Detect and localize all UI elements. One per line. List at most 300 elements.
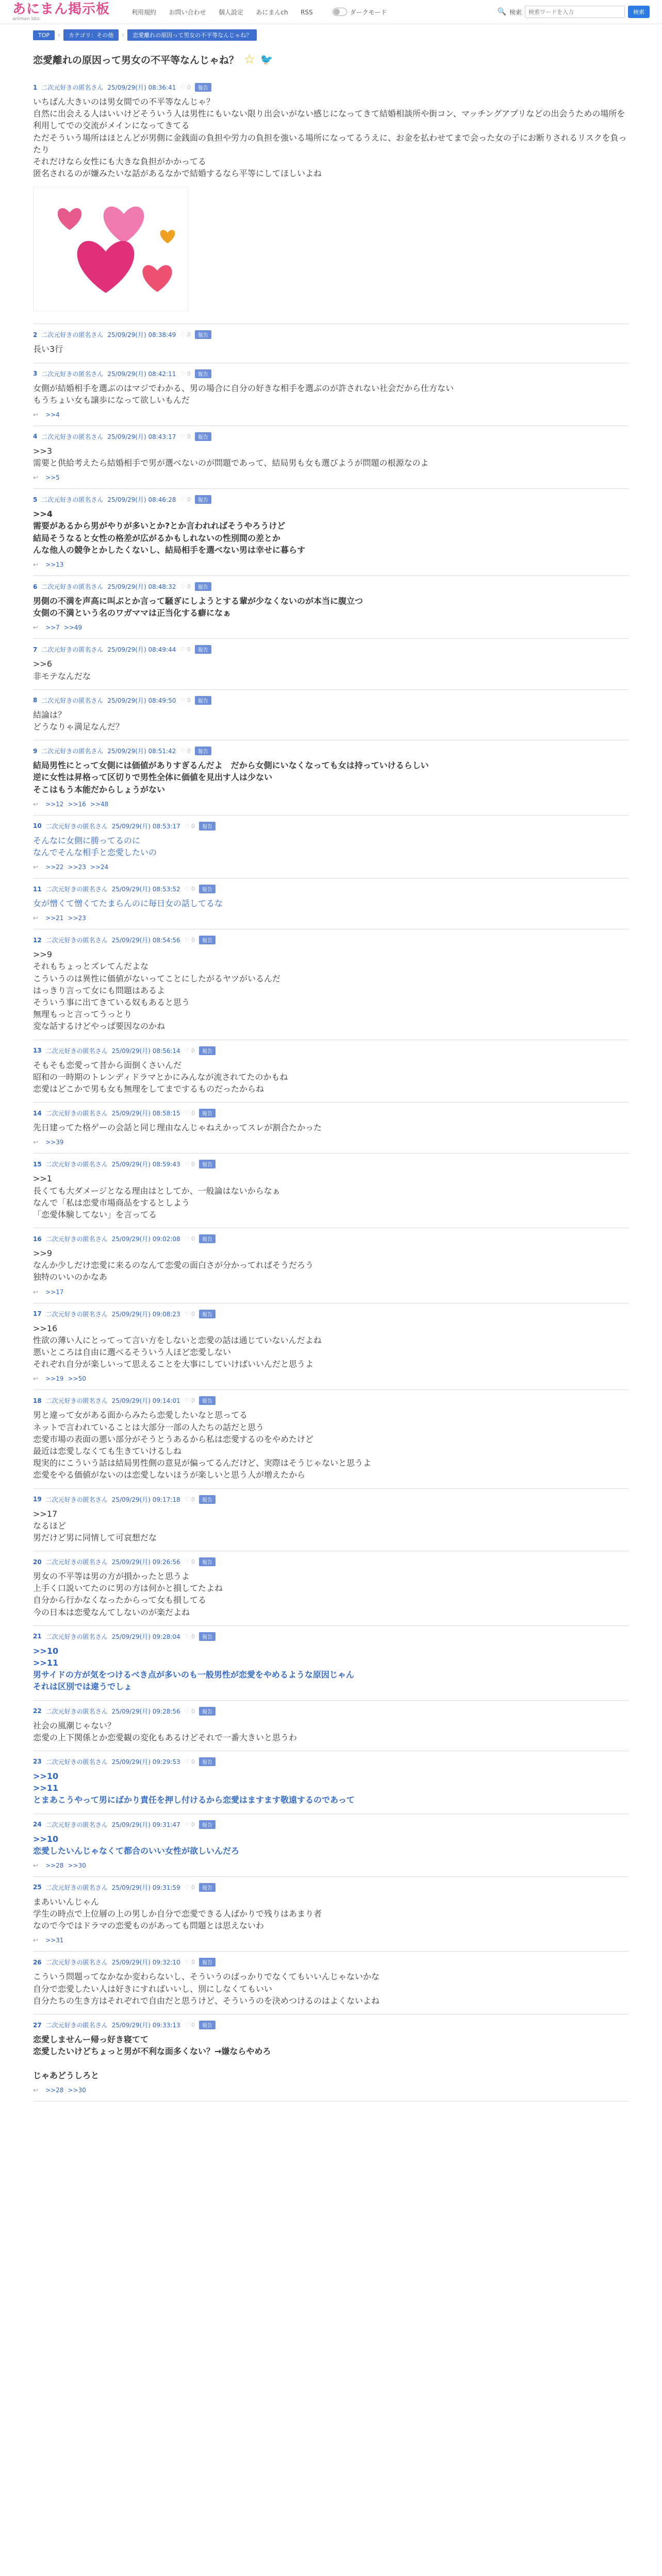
post-body: 結論は？ どうなりゃ満足なんだ？: [33, 709, 124, 732]
post-author: 二次元好きの匿名さん: [41, 496, 104, 504]
post-author: 二次元好きの匿名さん: [41, 84, 104, 91]
reply-links: [33, 1375, 629, 1382]
post-item: [33, 690, 629, 740]
post-number[interactable]: 26: [33, 1958, 42, 1966]
post-number[interactable]: 21: [33, 1633, 42, 1640]
post-meta: [33, 582, 629, 591]
reply-links: [33, 1139, 629, 1146]
reply-icon: ↩: [33, 800, 39, 808]
post-meta: [33, 1883, 629, 1892]
search-icon: 🔍: [497, 8, 506, 16]
reply-icon: ↩: [33, 411, 39, 418]
post-number[interactable]: 17: [33, 1310, 42, 1318]
post-date: 25/09/29(月) 09:32:10: [111, 1959, 180, 1967]
reply-link[interactable]: >>49: [63, 624, 82, 632]
reply-link[interactable]: >>50: [68, 1375, 86, 1383]
post-author: 二次元好きの匿名さん: [45, 822, 108, 830]
like-icon[interactable]: ♡ 0: [184, 822, 195, 829]
post-number[interactable]: 22: [33, 1707, 42, 1715]
post-date: 25/09/29(月) 09:08:23: [111, 1310, 180, 1318]
reply-link[interactable]: >>23: [68, 914, 86, 922]
reply-link[interactable]: >>5: [45, 474, 60, 482]
post-date: 25/09/29(月) 09:28:04: [111, 1633, 180, 1640]
post-date: 25/09/29(月) 08:54:56: [111, 937, 180, 944]
like-icon[interactable]: ♡ 0: [184, 1496, 195, 1503]
reply-icon: ↩: [33, 2086, 39, 2094]
reply-link[interactable]: >>12: [45, 800, 64, 808]
report-button[interactable]: 報告: [195, 330, 211, 339]
like-icon[interactable]: ♡ 0: [184, 1758, 195, 1765]
post-item: [33, 489, 629, 576]
nav-animanch[interactable]: あにまんch: [256, 8, 288, 16]
post-number[interactable]: 7: [33, 646, 38, 653]
like-icon[interactable]: ♡ 0: [184, 1707, 195, 1715]
report-button[interactable]: 報告: [195, 495, 211, 504]
reply-link[interactable]: >>22: [45, 863, 64, 871]
post-author: 二次元好きの匿名さん: [41, 370, 104, 378]
reply-link[interactable]: >>4: [45, 411, 60, 418]
post-number[interactable]: 12: [33, 936, 42, 944]
post-body: >>1 長くても大ダメージとなる理由はとしてか、一般論はないからなぁ なんで「私は恋愛市場商品をするとしよう 「恋愛体験してない」を言ってる: [33, 1174, 280, 1219]
post-number[interactable]: 24: [33, 1821, 42, 1828]
post-number[interactable]: 18: [33, 1397, 42, 1404]
post-date: 25/09/29(月) 08:42:11: [107, 370, 176, 378]
reply-links: [33, 863, 629, 871]
report-button[interactable]: 報告: [199, 1883, 216, 1892]
post-number[interactable]: 4: [33, 433, 38, 440]
report-button[interactable]: 報告: [199, 822, 216, 831]
post-item: [33, 878, 629, 929]
post-date: 25/09/29(月) 09:31:47: [111, 1821, 180, 1828]
post-number[interactable]: 19: [33, 1496, 42, 1503]
reply-link[interactable]: >>16: [68, 800, 86, 808]
reply-icon: ↩: [33, 1288, 39, 1296]
like-icon[interactable]: ♡ 0: [184, 1959, 195, 1966]
post-author: 二次元好きの匿名さん: [45, 1884, 108, 1891]
chevron-right-icon: ›: [122, 31, 125, 39]
post-author: 二次元好きの匿名さん: [45, 1110, 108, 1117]
post-meta: [33, 696, 629, 705]
post-author: 二次元好きの匿名さん: [45, 1310, 108, 1318]
reply-links: [33, 561, 629, 568]
nav-rss[interactable]: RSS: [301, 8, 313, 16]
post-author: 二次元好きの匿名さん: [45, 886, 108, 893]
reply-links: [33, 411, 629, 418]
dark-mode-label: ダークモード: [350, 8, 387, 16]
reply-link[interactable]: >>7: [45, 624, 60, 632]
post-item: [33, 740, 629, 816]
post-body: 先日建ってた格ゲーの会話と同じ理由なんじゃねえかってスレが割合たかった: [33, 1123, 322, 1133]
twitter-icon[interactable]: 🐦: [260, 53, 273, 65]
post-author: 二次元好きの匿名さん: [45, 1633, 108, 1640]
post-meta: [33, 1495, 629, 1504]
post-body: 女側が結婚相手を選ぶのはマジでわかる、男の場合に自分の好きな相手を選ぶのが許されない社会だから仕方ない もうちょい女も譲歩になって欲しいもんだ: [33, 383, 454, 405]
post-item: [33, 1303, 629, 1391]
post-author: 二次元好きの匿名さん: [41, 583, 104, 590]
hearts-image[interactable]: [33, 187, 189, 311]
reply-link[interactable]: >>23: [68, 863, 86, 871]
post-item: [33, 1701, 629, 1751]
like-icon[interactable]: ♡ 0: [184, 1821, 195, 1828]
post-author: 二次元好きの匿名さん: [45, 1496, 108, 1503]
post-date: 25/09/29(月) 09:28:56: [111, 1707, 180, 1715]
post-item: [33, 1952, 629, 2014]
post-number[interactable]: 23: [33, 1758, 42, 1766]
search-button[interactable]: 検索: [628, 6, 650, 18]
like-icon[interactable]: ♡ 0: [180, 583, 191, 590]
report-button[interactable]: 報告: [199, 1632, 216, 1641]
report-button[interactable]: 報告: [199, 1396, 216, 1405]
post-number[interactable]: 5: [33, 496, 38, 503]
post-body: いちばん大きいのは男女間での不平等なんじゃ？ 自然に出会える人はいいけどそういう人は男性にもいない限り出会いがない感じになってきて結婚相談所や街コン、マッチングアプリなどの出会うための場所を利用してでの交流がメインになってきてる ただそういう場所はほとんどが男側に金銭面の負担や労力の負担を強いる場所になってるうえに、お金を払わせてまで会った女の子にお断りされるリスクを負ったり それだけなら女性にも大きな負担がかかってる 匿名されるのが嫌みたいな話があるなかで結婚するなら平等にしてほしいよね: [33, 97, 627, 179]
reply-icon: ↩: [33, 1375, 39, 1383]
post-item: [33, 1751, 629, 1814]
post-body: >>16 性欲の薄い人にとってって言い方をしないと恋愛の話は通じていないんだよね 悪いところは自由に選べるそういう人ほど恋愛しない それぞれ自分が楽しいって思えることを大事にしていけばいいんだと思うよ: [33, 1323, 322, 1369]
post-meta: [33, 432, 629, 441]
like-icon[interactable]: ♡ 0: [184, 1310, 195, 1317]
post-body: >>10 >>11 とまあこうやって男にばかり責任を押し付けるから恋愛はますます敬遠するのであって: [33, 1771, 355, 1805]
post-body: 恋愛しませんー帰っ好き寝てて 恋愛したいけどちょっと男が不利な面多くない？→嫌ならやめろ じゃあどうしろと: [33, 2035, 271, 2080]
reply-link[interactable]: >>30: [68, 2086, 86, 2094]
report-button[interactable]: 報告: [195, 369, 211, 378]
like-icon[interactable]: ♡ 0: [180, 331, 191, 338]
site-logo[interactable]: [12, 3, 110, 22]
post-item: [33, 1626, 629, 1701]
post-date: 25/09/29(月) 09:26:56: [111, 1558, 180, 1566]
like-icon[interactable]: ♡ 0: [184, 886, 195, 893]
post-item: [33, 363, 629, 426]
post-author: 二次元好きの匿名さん: [45, 937, 108, 944]
heart-shape: [160, 230, 175, 244]
post-list: [33, 77, 629, 2102]
like-icon[interactable]: ♡ 0: [184, 1397, 195, 1404]
crumb-thread[interactable]: 恋愛離れの原因って男女の不平等なんじゃね？: [127, 29, 257, 41]
reply-links: [33, 914, 629, 922]
like-icon[interactable]: ♡ 0: [180, 697, 191, 704]
like-icon[interactable]: ♡ 0: [180, 748, 191, 755]
report-button[interactable]: 報告: [195, 83, 211, 92]
post-body: 女が憎くて憎くてたまらんのに毎日女の話してるな: [33, 899, 223, 909]
post-meta: [33, 369, 629, 378]
post-item: [33, 639, 629, 689]
report-button[interactable]: 報告: [199, 1310, 216, 1318]
post-body: まあいいんじゃん 学生の時点で上位層の上の男しか自分で恋愛できる人ばかりで残りはあまり者 なので今ではドラマの恋愛ものがあっても問題とは思えないわ: [33, 1896, 322, 1931]
report-button[interactable]: 報告: [199, 936, 216, 944]
report-button[interactable]: 報告: [199, 1160, 216, 1168]
post-date: 25/09/29(月) 09:14:01: [111, 1397, 180, 1405]
reply-links: [33, 624, 629, 631]
post-item: [33, 2014, 629, 2102]
post-body: >>6 非モテなんだな: [33, 659, 91, 681]
reply-icon: ↩: [33, 624, 39, 632]
heart-shape: [77, 241, 135, 293]
report-button[interactable]: 報告: [199, 1109, 216, 1117]
reply-icon: ↩: [33, 561, 39, 568]
report-button[interactable]: 報告: [195, 432, 211, 441]
star-icon[interactable]: ☆: [244, 52, 255, 66]
post-item: [33, 426, 629, 489]
breadcrumb: [0, 24, 662, 44]
reply-link[interactable]: >>30: [68, 1861, 86, 1869]
post-author: 二次元好きの匿名さん: [45, 1558, 108, 1566]
report-button[interactable]: 報告: [199, 1707, 216, 1716]
post-meta: [33, 885, 629, 893]
post-body: >>10 恋愛したいんじゃなくて都合のいい女性が欲しいんだろ: [33, 1834, 240, 1856]
thread-content: [0, 52, 662, 2102]
post-number[interactable]: 25: [33, 1884, 42, 1891]
reply-links: [33, 801, 629, 808]
post-date: 25/09/29(月) 08:36:41: [107, 84, 176, 91]
report-button[interactable]: 報告: [195, 582, 211, 591]
post-author: 二次元好きの匿名さん: [45, 1235, 108, 1243]
post-number[interactable]: 11: [33, 885, 42, 893]
post-number[interactable]: 1: [33, 83, 38, 91]
post-meta: [33, 1820, 629, 1829]
post-item: [33, 1489, 629, 1552]
heart-shape: [142, 265, 172, 292]
post-number[interactable]: 27: [33, 2021, 42, 2029]
post-body: >>17 なるほど 男だけど男に同情して可哀想だな: [33, 1509, 157, 1543]
nav-settings[interactable]: 個人設定: [218, 8, 243, 16]
post-meta: [33, 1109, 629, 1117]
reply-link[interactable]: >>31: [45, 1937, 64, 1944]
post-number[interactable]: 3: [33, 370, 38, 377]
report-button[interactable]: 報告: [195, 645, 211, 654]
post-author: 二次元好きの匿名さん: [45, 1821, 108, 1828]
like-icon[interactable]: ♡ 0: [184, 1047, 195, 1054]
post-item: [33, 816, 629, 878]
post-date: 25/09/29(月) 08:51:42: [107, 748, 176, 755]
post-meta: [33, 1632, 629, 1641]
post-body: 社会の風潮じゃない？ 恋愛の上下関係とか恋愛観の変化もあるけどそれで一番大きいと思うわ: [33, 1720, 297, 1742]
post-date: 25/09/29(月) 08:59:43: [111, 1161, 180, 1168]
post-meta: [33, 1707, 629, 1716]
report-button[interactable]: 報告: [199, 1234, 216, 1243]
reply-link[interactable]: >>24: [90, 863, 109, 871]
post-meta: [33, 2021, 629, 2029]
post-meta: [33, 645, 629, 654]
post-date: 25/09/29(月) 09:31:59: [111, 1884, 180, 1891]
post-date: 25/09/29(月) 08:53:17: [111, 822, 180, 830]
reply-link[interactable]: >>28: [45, 2086, 64, 2094]
post-number[interactable]: 2: [33, 331, 38, 338]
post-date: 25/09/29(月) 08:58:15: [111, 1110, 180, 1117]
post-meta: [33, 495, 629, 504]
post-date: 25/09/29(月) 09:33:13: [111, 2022, 180, 2029]
post-meta: [33, 1234, 629, 1243]
dark-mode-toggle[interactable]: [333, 8, 387, 16]
reply-link[interactable]: >>39: [45, 1139, 64, 1146]
post-author: 二次元好きの匿名さん: [45, 1161, 108, 1168]
post-meta: [33, 1396, 629, 1405]
reply-icon: ↩: [33, 1937, 39, 1944]
like-icon[interactable]: ♡ 0: [180, 496, 191, 503]
post-date: 25/09/29(月) 08:43:17: [107, 433, 176, 440]
post-author: 二次元好きの匿名さん: [45, 1047, 108, 1055]
reply-links: [33, 1937, 629, 1944]
post-date: 25/09/29(月) 08:38:49: [107, 331, 176, 339]
post-author: 二次元好きの匿名さん: [45, 1707, 108, 1715]
report-button[interactable]: 報告: [199, 1046, 216, 1055]
reply-icon: ↩: [33, 474, 39, 482]
reply-link[interactable]: >>21: [45, 914, 64, 922]
heart-shape: [58, 208, 81, 230]
post-author: 二次元好きの匿名さん: [41, 697, 104, 704]
reply-icon: ↩: [33, 1861, 39, 1869]
report-button[interactable]: 報告: [199, 1557, 216, 1566]
post-date: 25/09/29(月) 08:46:28: [107, 496, 176, 504]
like-icon[interactable]: ♡ 0: [180, 370, 191, 377]
post-number[interactable]: 8: [33, 697, 38, 704]
reply-link[interactable]: >>48: [90, 800, 109, 808]
post-body: >>3 需要と供給考えたら結婚相手で男が選べないのが問題であって、結局男も女も選びようが問題の根源なのよ: [33, 446, 429, 468]
post-date: 25/09/29(月) 09:29:53: [111, 1758, 180, 1766]
chevron-right-icon: ›: [58, 31, 60, 39]
post-body: 結局男性にとって女側には価値がありすぎるんだよ だから女側にいなくなっても女は持っていけるらしい 逆に女性は昇格って区切りで男性全体に価値を見出す人は少ない そこはもう本能だからしょうがない: [33, 760, 429, 794]
post-meta: [33, 1757, 629, 1766]
nav-terms[interactable]: 利用規約: [131, 8, 157, 16]
thread-title: 恋愛離れの原因って男女の不平等なんじゃね？: [33, 54, 239, 66]
post-body: 男と違って女がある面からみたら恋愛したいなと思ってる ネットで言われていることは大部分一部の人たちの話だと思う 恋愛市場の表面の悪い部分がそうとうあるから私は恋愛するのをやめたけど 最近は恋愛しなくても生きていけるしね 現実的にこういう話は結局男性側の意見が偏ってるんだけど、実際はそうじゃないと思うよ 恋愛をやる価値がないのは恋愛しないほうが楽しいと思う人が増えたから: [33, 1410, 372, 1480]
post-author: 二次元好きの匿名さん: [45, 2022, 108, 2029]
reply-links: [33, 474, 629, 481]
logo-sub: animan bbs: [12, 16, 40, 22]
post-item: [33, 77, 629, 324]
post-author: 二次元好きの匿名さん: [45, 1397, 108, 1405]
post-number[interactable]: 13: [33, 1047, 42, 1055]
crumb-category[interactable]: カテゴリ：その他: [63, 29, 119, 41]
post-meta: [33, 747, 629, 755]
post-item: [33, 1877, 629, 1952]
post-number[interactable]: 10: [33, 822, 42, 830]
post-body: こういう問題ってなかなか変わらないし、そういうのばっかりでなくてもいいんじゃないかな 自分で恋愛したい人は好きにすればいいし、別にしなくてもいい 自分たちの生き方はそれぞれで自由だと思うけど、そういうのを決めつけるのはよくないよね: [33, 1972, 380, 2006]
nav-contact[interactable]: お問い合わせ: [169, 8, 206, 16]
reply-link[interactable]: >>13: [45, 561, 64, 568]
search-input[interactable]: [525, 6, 625, 18]
search-label: 検索: [509, 8, 522, 16]
post-author: 二次元好きの匿名さん: [41, 646, 104, 654]
post-meta: [33, 936, 629, 944]
toggle-switch-icon[interactable]: [333, 8, 347, 16]
post-number[interactable]: 16: [33, 1235, 42, 1243]
post-item: [33, 1040, 629, 1103]
post-date: 25/09/29(月) 09:02:08: [111, 1235, 180, 1243]
report-button[interactable]: 報告: [195, 696, 211, 705]
top-nav: [131, 8, 323, 16]
report-button[interactable]: 報告: [199, 885, 216, 893]
post-meta: [33, 1046, 629, 1055]
post-author: 二次元好きの匿名さん: [41, 748, 104, 755]
post-item: [33, 1103, 629, 1154]
post-item: [33, 929, 629, 1040]
post-body: そんなに女側に勝ってるのに なんでそんな相手と恋愛したいの: [33, 835, 157, 857]
post-number[interactable]: 6: [33, 583, 38, 590]
post-meta: [33, 330, 629, 339]
reply-link[interactable]: >>17: [45, 1288, 64, 1296]
like-icon[interactable]: ♡ 0: [184, 1884, 195, 1891]
site-header: [0, 0, 662, 24]
post-meta: [33, 1310, 629, 1318]
heart-shape: [104, 207, 144, 244]
post-date: 25/09/29(月) 08:48:32: [107, 583, 176, 590]
reply-link[interactable]: >>19: [45, 1375, 64, 1383]
post-body: >>10 >>11 男サイドの方が気をつけるべき点が多いのも一般男性が恋愛をやめるような原因じゃん それは区別では違うでしょ: [33, 1646, 354, 1692]
post-author: 二次元好きの匿名さん: [41, 331, 104, 339]
post-author: 二次元好きの匿名さん: [45, 1758, 108, 1766]
post-author: 二次元好きの匿名さん: [45, 1959, 108, 1967]
reply-icon: ↩: [33, 863, 39, 871]
reply-links: [33, 1862, 629, 1869]
post-body: >>9 なんか少しだけ恋愛に来るのなんて恋愛の面白さが分かってればそうだろう 独特のいいのかなあ: [33, 1248, 314, 1282]
reply-icon: ↩: [33, 1139, 39, 1146]
reply-links: [33, 2087, 629, 2094]
post-item: [33, 1228, 629, 1303]
post-meta: [33, 1958, 629, 1967]
post-item: [33, 1814, 629, 1877]
post-date: 25/09/29(月) 09:17:18: [111, 1496, 180, 1503]
like-icon[interactable]: ♡ 0: [184, 2022, 195, 2028]
like-icon[interactable]: ♡ 0: [184, 1161, 195, 1168]
post-author: 二次元好きの匿名さん: [41, 433, 104, 440]
like-icon[interactable]: ♡ 0: [184, 1633, 195, 1640]
search-area: [498, 6, 650, 18]
like-icon[interactable]: ♡ 0: [180, 433, 191, 440]
post-item: [33, 576, 629, 639]
post-number[interactable]: 20: [33, 1558, 42, 1566]
post-body: >>4 需要があるから男がやりが多いとか?とか言われればそうやろうけど 結局そうなると女性の格差が広がるかもしれないの性別間の差とか んな他人の競争とかしたくないし、結局相手を選べない男は幸せに暮らす: [33, 509, 306, 555]
crumb-top[interactable]: TOP: [33, 30, 55, 40]
post-body: 長い3行: [33, 344, 63, 354]
post-body: 男側の不満を声高に叫ぶとか言って騒ぎにしようとする輩が少なくないのが本当に腹立つ 女側の不満という名のワガママは正当化する癖になぁ: [33, 596, 363, 618]
post-number[interactable]: 14: [33, 1109, 42, 1117]
post-meta: [33, 83, 629, 92]
like-icon[interactable]: ♡ 0: [184, 1110, 195, 1117]
post-item: [33, 324, 629, 363]
reply-link[interactable]: >>28: [45, 1861, 64, 1869]
post-body: そもそも恋愛って昔から面倒くさいんだ 昭和の一時期のトレンディドラマとかにみんなが流されてたのかもね 恋愛はどこかで男も女も無理をしてまでするものだったからね: [33, 1060, 288, 1094]
like-icon[interactable]: ♡ 0: [184, 937, 195, 944]
like-icon[interactable]: ♡ 0: [180, 646, 191, 653]
post-date: 25/09/29(月) 08:49:44: [107, 646, 176, 654]
report-button[interactable]: 報告: [199, 1958, 216, 1967]
thread-title-row: [33, 52, 629, 66]
post-item: [33, 1154, 629, 1228]
report-button[interactable]: 報告: [199, 1495, 216, 1504]
post-item: [33, 1390, 629, 1488]
reply-icon: ↩: [33, 914, 39, 922]
post-number[interactable]: 9: [33, 747, 38, 755]
post-body: >>9 それもちょっとズレてんだよな こういうのは異性に価値がないってことにしたがるヤツがいるんだ はっきり言って女にも問題はあるよ そういう事に出てきている奴もあると思う 無理もっと言ってうっとり 変な話するけどやっぱ要因なのかね: [33, 950, 281, 1031]
like-icon[interactable]: ♡ 0: [180, 84, 191, 91]
like-icon[interactable]: ♡ 0: [184, 1235, 195, 1243]
post-meta: [33, 1160, 629, 1168]
post-meta: [33, 822, 629, 831]
report-button[interactable]: 報告: [199, 1757, 216, 1766]
logo-text[interactable]: あにまん掲示板: [12, 1, 110, 17]
report-button[interactable]: 報告: [199, 2021, 216, 2029]
like-icon[interactable]: ♡ 0: [184, 1558, 195, 1566]
post-date: 25/09/29(月) 08:49:50: [107, 697, 176, 704]
post-item: [33, 1551, 629, 1626]
post-date: 25/09/29(月) 08:53:52: [111, 886, 180, 893]
post-body: 男女の不平等は男の方が損かったと思うよ 上手く口説いてたのに男の方は何かと損してたよね 自分から行かなくなったからって女も損してる 今の日本は恋愛なんてしないのが楽だよね: [33, 1571, 223, 1617]
post-meta: [33, 1557, 629, 1566]
reply-links: [33, 1289, 629, 1296]
report-button[interactable]: 報告: [199, 1820, 216, 1829]
post-date: 25/09/29(月) 08:56:14: [111, 1047, 180, 1055]
report-button[interactable]: 報告: [195, 747, 211, 755]
post-number[interactable]: 15: [33, 1160, 42, 1168]
